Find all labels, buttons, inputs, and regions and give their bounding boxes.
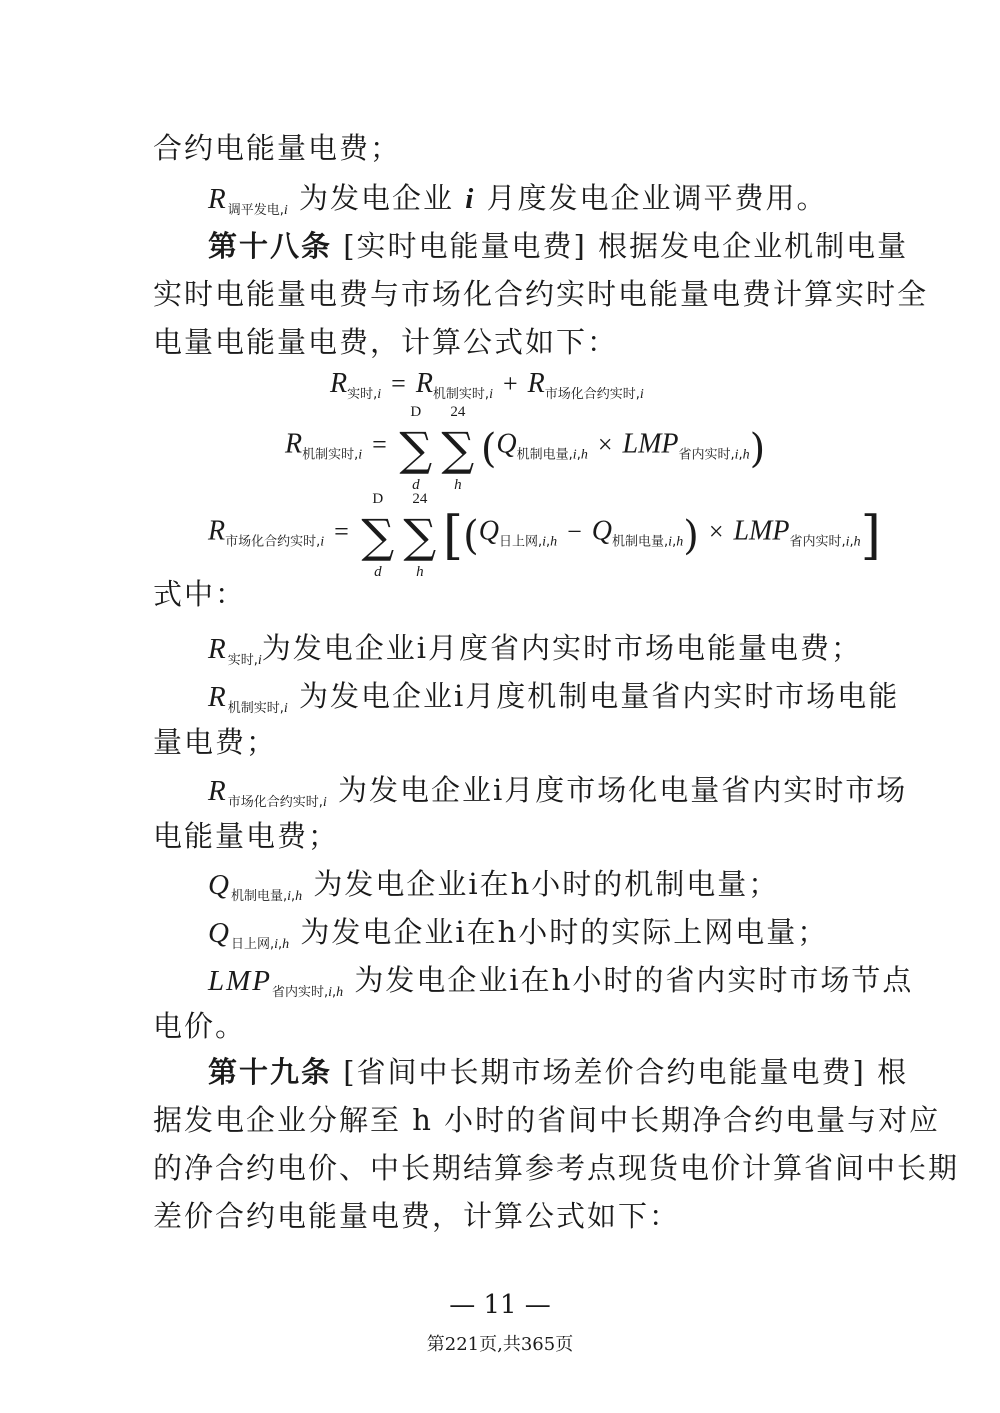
definition-line: $R_{机制实时,i}$ 为发电企业i月度机制电量省内实时市场电能: [208, 679, 900, 716]
article-title: 第十九条: [208, 1055, 333, 1089]
text-line: 据发电企业分解至 h 小时的省间中长期净合约电量与对应: [153, 1103, 941, 1137]
article-18-line: 第十八条 [实时电能量电费] 根据发电企业机制电量: [208, 229, 909, 263]
definition-line: $Q_{日上网,i,h}$ 为发电企业i在h小时的实际上网电量；: [208, 915, 829, 952]
text-line: 电量电能量电费，计算公式如下：: [153, 325, 619, 359]
text-line: 电价。: [153, 1009, 247, 1043]
text-line: 量电费；: [153, 725, 278, 759]
text-line: 实时电能量电费与市场化合约实时电能量电费计算实时全: [153, 277, 929, 311]
article-bracket: [实时电能量电费]: [343, 229, 587, 263]
subscript: 调平发电,i: [227, 203, 288, 218]
page-info: 第221页,共365页: [426, 1334, 574, 1355]
page-number: — 11 —: [449, 1290, 551, 1320]
formula-3: $R_{市场化合约实时,i}$ = D ∑ d 24 ∑ h $[(Q_{日上网,i,h} - Q_{机制电量,i,h}) \times LMP_{省内实时,i,h}]$: [208, 491, 881, 580]
var-R: R: [208, 183, 228, 215]
text-line: 电能量电费；: [153, 819, 340, 853]
definition-line: $R_{实时,i}$为发电企业i月度省内实时市场电能量电费；: [208, 631, 863, 668]
formula-2: $R_{机制实时,i}$ = D ∑ d 24 ∑ h $(Q_{机制电量,i,h} \times LMP_{省内实时,i,h})$: [285, 404, 766, 493]
article-bracket: [省间中长期市场差价合约电能量电费]: [343, 1055, 866, 1089]
article-title: 第十八条: [208, 229, 333, 263]
formula-1: $R_{实时,i} = R_{机制实时,i} + R_{市场化合约实时,i}$: [330, 368, 644, 402]
text-line: 合约电能量电费；: [153, 131, 402, 165]
text-line: 的净合约电价、中长期结算参考点现货电价计算省间中长期: [153, 1151, 960, 1185]
text-line: $R_{调平发电,i}$ 为发电企业 i 月度发电企业调平费用。: [208, 181, 828, 218]
text-line: 式中：: [153, 577, 247, 611]
definition-line: $LMP_{省内实时,i,h}$ 为发电企业i在h小时的省内实时市场节点: [208, 963, 914, 1000]
article-19-line: 第十九条 [省间中长期市场差价合约电能量电费] 根: [208, 1055, 909, 1089]
var-i: i: [465, 183, 476, 215]
text-line: 差价合约电能量电费，计算公式如下：: [153, 1199, 681, 1233]
definition-line: $Q_{机制电量,i,h}$ 为发电企业i在h小时的机制电量；: [208, 867, 780, 904]
definition-line: $R_{市场化合约实时,i}$ 为发电企业i月度市场化电量省内实时市场: [208, 773, 908, 810]
